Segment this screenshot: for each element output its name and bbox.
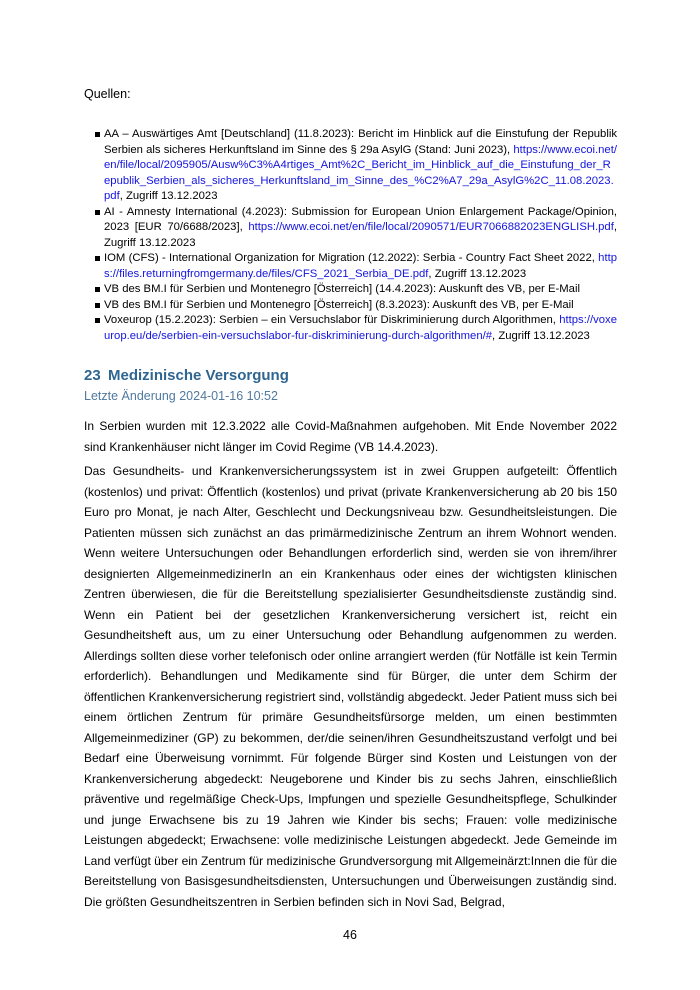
source-item xyxy=(84,251,617,282)
last-modified: Letzte Änderung 2024-01-16 10:52 xyxy=(84,389,278,403)
sources-label: Quellen: xyxy=(84,87,131,101)
source-link[interactable]: https://files.returningfromgermany.de/files/CFS_2021_Serbia_DE.pdf xyxy=(104,252,617,280)
source-item xyxy=(84,282,617,298)
page-number: 46 xyxy=(343,928,357,942)
source-text-segment: IOM (CFS) - International Organization for Migration (12.2022): Serbia - Country Fact Sheet 2022, xyxy=(104,252,599,264)
source-text-segment: , Zugriff 13.12.2023 xyxy=(119,190,218,202)
source-item xyxy=(84,127,617,205)
document-body xyxy=(84,86,617,916)
source-text-segment: Voxeurop (15.2.2023): Serbien – ein Versuchslabor für Diskriminierung durch Algorithmen, xyxy=(104,314,560,326)
source-item xyxy=(84,298,617,314)
source-link[interactable]: https://www.ecoi.net/en/file/local/2095905/Ausw%C3%A4rtiges_Amt%2C_Bericht_im_Hinblick_auf_die_Einstufung_der_Republik_Serbien_als_sicheres_Herkunftsland_im_Sinne_des_%C2%A7_29a_AsylG%2C_11.08.2023.pdf xyxy=(104,143,617,202)
section-heading xyxy=(84,367,617,385)
source-text-segment: VB des BM.I für Serbien und Montenegro [Österreich] (14.4.2023): Auskunft des VB, per E-Mail xyxy=(104,283,580,295)
source-text-segment: , Zugriff 13.12.2023 xyxy=(428,267,527,280)
source-text-segment: , Zugriff 13.12.2023 xyxy=(104,221,617,249)
source-text-segment: , Zugriff 13.12.2023 xyxy=(492,329,590,342)
body-paragraph-1: In Serbien wurden mit 12.3.2022 alle Covid-Maßnahmen aufgehoben. Mit Ende November 2022 sind Krankenhäuser nicht länger im Covid Regime (VB 14.4.2023). xyxy=(84,419,617,454)
body-text xyxy=(84,416,617,912)
source-link[interactable]: https://voxeurop.eu/de/serbien-ein-versuchslabor-fur-diskriminierung-durch-algorithmen/# xyxy=(104,314,617,342)
source-text-segment: AA – Auswärtiges Amt [Deutschland] (11.8.2023): Bericht im Hinblick auf die Einstufung der Republik Serbien als sicheres Herkunftsland im Sinne des § 29a AsylG (Stand: Juni 2023), xyxy=(104,128,617,156)
sources-list xyxy=(84,127,617,344)
source-link[interactable]: https://www.ecoi.net/en/file/local/2090571/EUR7066882023ENGLISH.pdf xyxy=(248,221,614,233)
section-number: 23 xyxy=(84,367,101,384)
source-text-segment: AI - Amnesty International (4.2023): Submission for European Union Enlargement Package/Opinion, 2023 [EUR 70/6688/2023], xyxy=(104,205,617,233)
source-item xyxy=(84,313,617,344)
source-item xyxy=(84,205,617,252)
body-paragraph-2: Das Gesundheits- und Krankenversicherungssystem ist in zwei Gruppen aufgeteilt: Öffentlich (kostenlos) und privat: Öffentlich (kostenlos) und privat (private Krankenversicherung ab 20 bis 150 Euro pro Monat, je nach Alter, Geschlecht und Deckungsniveau bzw. Gesundheitsleistungen. Die Patienten müssen sich zunächst an das primärmedizinische Zentrum an ihrem Wohnort wenden. Wenn weitere Untersuchungen oder Behandlungen erforderlich sind, werden sie von ihrem/ihrer designierten AllgemeinmedizinerIn an ein Krankenhaus oder eines der wichtigsten klinischen Zentren überwiesen, die für die Bereitstellung spezialisierter Gesundheitsdienste zuständig sind. Wenn ein Patient bei der gesetzlichen Krankenversicherung versichert ist, reicht ein Gesundheitsheft aus, um zu einer Untersuchung oder Behandlung aufgenommen zu werden. Allerdings sollten diese vorher telefonisch oder online arrangiert werden (für Notfälle ist kein Termin erforderlich). Behandlungen und Medikamente sind für Bürger, die unter dem Schirm der öffentlichen Krankenversicherung registriert sind, vollständig abgedeckt. Jeder Patient muss sich bei einem örtlichen Zentrum für primäre Gesundheitsfürsorge melden, um einen bestimmten Allgemeinmediziner (GP) zu bekommen, der/die seinen/ihren Gesundheitszustand verfolgt und bei Bedarf eine Überweisung vornimmt. Für folgende Bürger sind Kosten und Leistungen von der Krankenversicherung abgedeckt: Neugeborene und Kinder bis zu sechs Jahren, einschließlich präventive und regelmäßige Check-Ups, Impfungen und spezielle Gesundheitspflege, Schulkinder und junge Erwachsene bis zu 19 Jahren wie Kinder bis sechs; Frauen: volle medizinische Leistungen abgedeckt; Erwachsene: volle medizinische Leistungen abgedeckt. Jede Gemeinde im Land verfügt über ein Zentrum für medizinische Grundversorgung mit Allgemeinärzt:Innen die für die Bereitstellung von Basisgesundheitsdiensten, Untersuchungen und Überweisungen zuständig sind. Die größten Gesundheitszentren in Serbien befinden sich in Novi Sad, Belgrad, xyxy=(84,464,617,909)
section-title: Medizinische Versorgung xyxy=(108,367,289,384)
source-text-segment: VB des BM.I für Serbien und Montenegro [Österreich] (8.3.2023): Auskunft des VB, per E-Mail xyxy=(104,298,574,311)
